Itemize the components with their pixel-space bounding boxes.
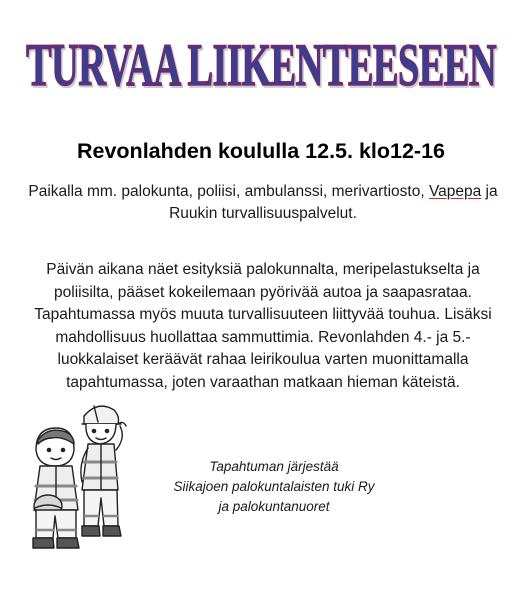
event-date-line: Revonlahden koululla 12.5. klo12-16: [76, 139, 446, 163]
firefighter-kids-illustration: [22, 398, 150, 558]
organizer-line-3: ja palokuntanuoret: [218, 499, 330, 514]
event-description: Päivän aikana näet esityksiä palokunnalta, meripelastukselta ja poliisilta, pääset kokeilemaan pyörivää autoa ja saapasrataa. Tapahtumassa myös muuta turvallisuuteen liittyvää touhua. Lisäksi mahdollisuus huollattaa sammuttimia. Revonlahden 4.- ja 5.-luokkalaiset keräävät rahaa leirikoulua varten muonittamalla tapahtumassa, joten varaathan matkaan hieman käteistä.: [34, 261, 492, 391]
organizer-line-2: Siikajoen palokuntalaisten tuki Ry: [173, 479, 375, 494]
poster-headline: [0, 22, 522, 106]
headline-text: TURVAA LIIKENTEESEEN: [26, 32, 497, 98]
organizer-line-1: Tapahtuman järjestää: [209, 459, 339, 474]
participants-text-start: Paikalla mm. palokunta, poliisi, ambulanssi, merivartiosto,: [28, 183, 429, 200]
participants-paragraph: [16, 181, 510, 225]
firefighter-girl-figure: [81, 406, 126, 536]
firefighter-boy-figure: [33, 428, 79, 548]
organizer-credit: [150, 457, 398, 517]
participants-text-end: ja Ruukin turvallisuuspalvelut.: [169, 183, 498, 222]
vapepa-word: Vapepa: [428, 183, 482, 200]
